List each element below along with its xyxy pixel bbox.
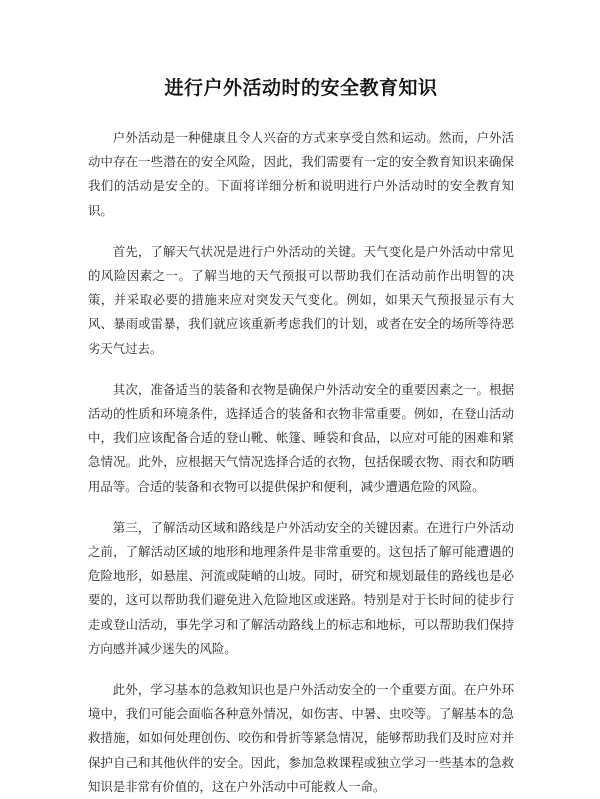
paragraph-route: 第三，了解活动区域和路线是户外活动安全的关键因素。在进行户外活动之前，了解活动区域的地形和地理条件是非常重要的。这包括了解可能遭遇的危险地形，如悬崖、河流或陡峭的山坡。同时，研究和规划最佳的路线也是必要的，这可以帮助我们避免进入危险地区或迷路。特别是对于长时间的徒步行走或登山活动，事先学习和了解活动路线上的标志和地标，可以帮助我们保持方向感并减少迷失的风险。 xyxy=(88,519,514,656)
paragraph-first-aid: 此外，学习基本的急救知识也是户外活动安全的一个重要方面。在户外环境中，我们可能会面临各种意外情况，如伤害、中暑、虫咬等。了解基本的急救措施，如如何处理创伤、咬伤和骨折等紧急情况，能够帮助我们及时应对并保护自己和其他伙伴的安全。因此，参加急救课程或独立学习一些基本的急救知识是非常有价值的，这在户外活动中可能救人一命。 xyxy=(88,682,514,794)
document-title: 进行户外活动时的安全教育知识 xyxy=(164,77,438,99)
paragraph-intro: 户外活动是一种健康且令人兴奋的方式来享受自然和运动。然而，户外活动中存在一些潜在的安全风险，因此，我们需要有一定的安全教育知识来确保我们的活动是安全的。下面将详细分析和说明进行户外活动时的安全教育知识。 xyxy=(88,130,514,218)
paragraph-weather: 首先，了解天气状况是进行户外活动的关键。天气变化是户外活动中常见的风险因素之一。了解当地的天气预报可以帮助我们在活动前作出明智的决策，并采取必要的措施来应对突发天气变化。例如，如果天气预报显示有大风、暴雨或雷暴，我们就应该重新考虑我们的计划，或者在安全的场所等待恶劣天气过去。 xyxy=(88,243,514,356)
paragraph-equipment: 其次，准备适当的装备和衣物是确保户外活动安全的重要因素之一。根据活动的性质和环境条件，选择适合的装备和衣物非常重要。例如，在登山活动中，我们应该配备合适的登山靴、帐篷、睡袋和食品，以应对可能的困难和紧急情况。此外，应根据天气情况选择合适的衣物，包括保暖衣物、雨衣和防晒用品等。合适的装备和衣物可以提供保护和便利，减少遭遇危险的风险。 xyxy=(88,381,514,494)
